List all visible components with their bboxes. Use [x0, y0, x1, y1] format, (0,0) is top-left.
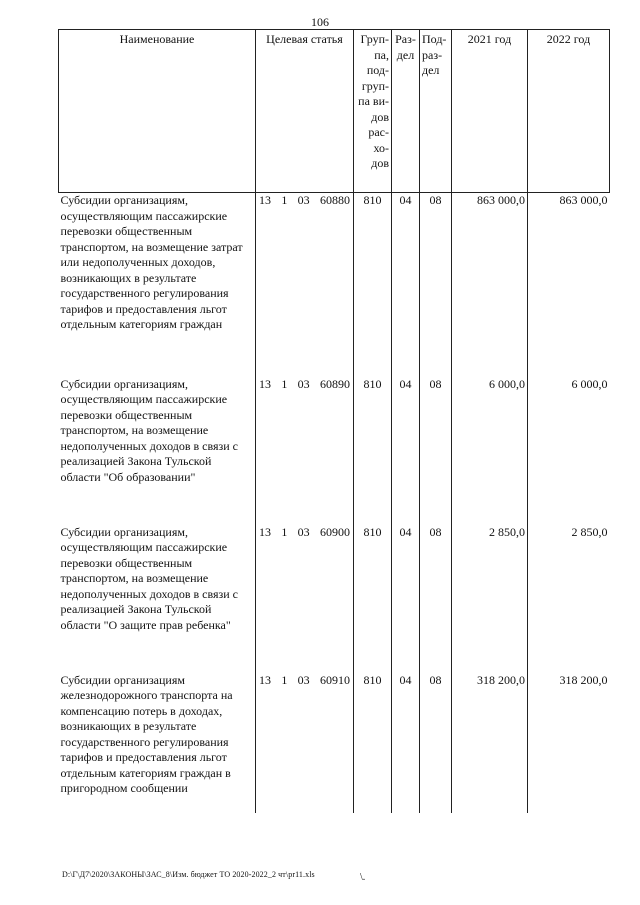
code-direction: 60900 — [319, 524, 350, 539]
header-line: хо- — [373, 140, 389, 155]
row-group: 810 — [354, 673, 392, 813]
header-target-article: Целевая статья — [256, 30, 354, 193]
row-amount-2022: 318 200,0 — [528, 673, 610, 813]
code-direction: 60910 — [319, 672, 350, 687]
footer-file-path: D:\Г\Д7\2020\ЗАКОНЫ\ЗАС_8\Изм. бюджет ТО 2020-2022_2 чт\pr11.xls — [62, 870, 315, 879]
header-line: дов — [371, 109, 389, 124]
code-subprogram: 1 — [281, 193, 288, 207]
code-program: 13 — [259, 672, 271, 687]
header-line: Под- — [422, 32, 447, 46]
budget-table — [58, 29, 610, 813]
row-amount-2021: 863 000,0 — [452, 193, 528, 377]
code-event: 03 — [297, 376, 310, 391]
row-amount-2021: 2 850,0 — [452, 525, 528, 673]
code-subprogram: 1 — [281, 672, 288, 687]
row-podrazdel: 08 — [420, 377, 452, 525]
row-podrazdel: 08 — [420, 193, 452, 377]
table-row — [59, 525, 610, 673]
header-line: дел — [396, 47, 415, 62]
code-subprogram: 1 — [281, 376, 288, 391]
row-razdel: 04 — [392, 377, 420, 525]
row-group: 810 — [354, 377, 392, 525]
row-name: Субсидии организациям, осуществляющим пассажирские перевозки общественным транспортом, на возмещение недополученных доходов в связи с реализацией Закона Тульской области "Об образовании" — [60, 376, 238, 484]
code-event: 03 — [297, 672, 310, 687]
code-program: 13 — [259, 193, 271, 207]
header-line: под- — [366, 63, 389, 77]
row-group: 810 — [354, 193, 392, 377]
row-group: 810 — [354, 525, 392, 673]
row-name: Субсидии организациям, осуществляющим пассажирские перевозки общественным транспортом, на возмещение недополученных доходов в связи с реализацией Закона Тульской области "О защите прав ребенка" — [60, 524, 238, 632]
code-program: 13 — [259, 376, 271, 391]
code-direction: 60890 — [319, 376, 350, 391]
row-podrazdel: 08 — [420, 673, 452, 813]
page-number: 106 — [311, 15, 329, 29]
row-name: Субсидии организациям железнодорожного транспорта на компенсацию потерь в доходах, возникающих в результате государственного регулирования тарифов и предоставления льгот отдельным категориям граждан в пригородном сообщении — [60, 672, 233, 795]
table-row — [59, 377, 610, 525]
row-amount-2022: 2 850,0 — [528, 525, 610, 673]
header-line: груп- — [361, 78, 389, 93]
header-line: рас- — [368, 125, 389, 139]
row-target-code — [256, 377, 354, 525]
header-line: па ви- — [358, 94, 389, 108]
header-group — [354, 30, 392, 193]
header-line: Груп- — [360, 32, 389, 46]
header-razdel — [392, 30, 420, 193]
row-target-code — [256, 193, 354, 377]
row-amount-2021: 6 000,0 — [452, 377, 528, 525]
row-razdel: 04 — [392, 673, 420, 813]
header-line: дел — [422, 63, 440, 77]
header-name: Наименование — [59, 30, 256, 193]
header-podrazdel — [420, 30, 452, 193]
table-header-row — [59, 30, 610, 193]
header-line: раз- — [422, 47, 443, 62]
row-amount-2022: 863 000,0 — [528, 193, 610, 377]
row-name: Субсидии организациям, осуществляющим пассажирские перевозки общественным транспортом, на возмещение затрат или недополученных доходов, возникающих в результате государственного регулирования тарифов и предоставления льгот отдельным категориям граждан — [60, 193, 243, 331]
header-line: Раз- — [395, 32, 416, 46]
code-program: 13 — [259, 524, 271, 539]
header-year-2021: 2021 год — [452, 30, 528, 193]
code-subprogram: 1 — [281, 524, 288, 539]
table-row — [59, 193, 610, 377]
row-target-code — [256, 525, 354, 673]
code-event: 03 — [297, 524, 310, 539]
row-razdel: 04 — [392, 193, 420, 377]
row-amount-2021: 318 200,0 — [452, 673, 528, 813]
footer-mark: \. — [360, 872, 366, 883]
code-direction: 60880 — [319, 193, 350, 207]
table-row — [59, 673, 610, 813]
code-event: 03 — [297, 193, 310, 207]
header-year-2022: 2022 год — [528, 30, 610, 193]
row-razdel: 04 — [392, 525, 420, 673]
header-line: дов — [371, 156, 389, 170]
row-podrazdel: 08 — [420, 525, 452, 673]
header-line: па, — [374, 47, 389, 62]
row-target-code — [256, 673, 354, 813]
row-amount-2022: 6 000,0 — [528, 377, 610, 525]
